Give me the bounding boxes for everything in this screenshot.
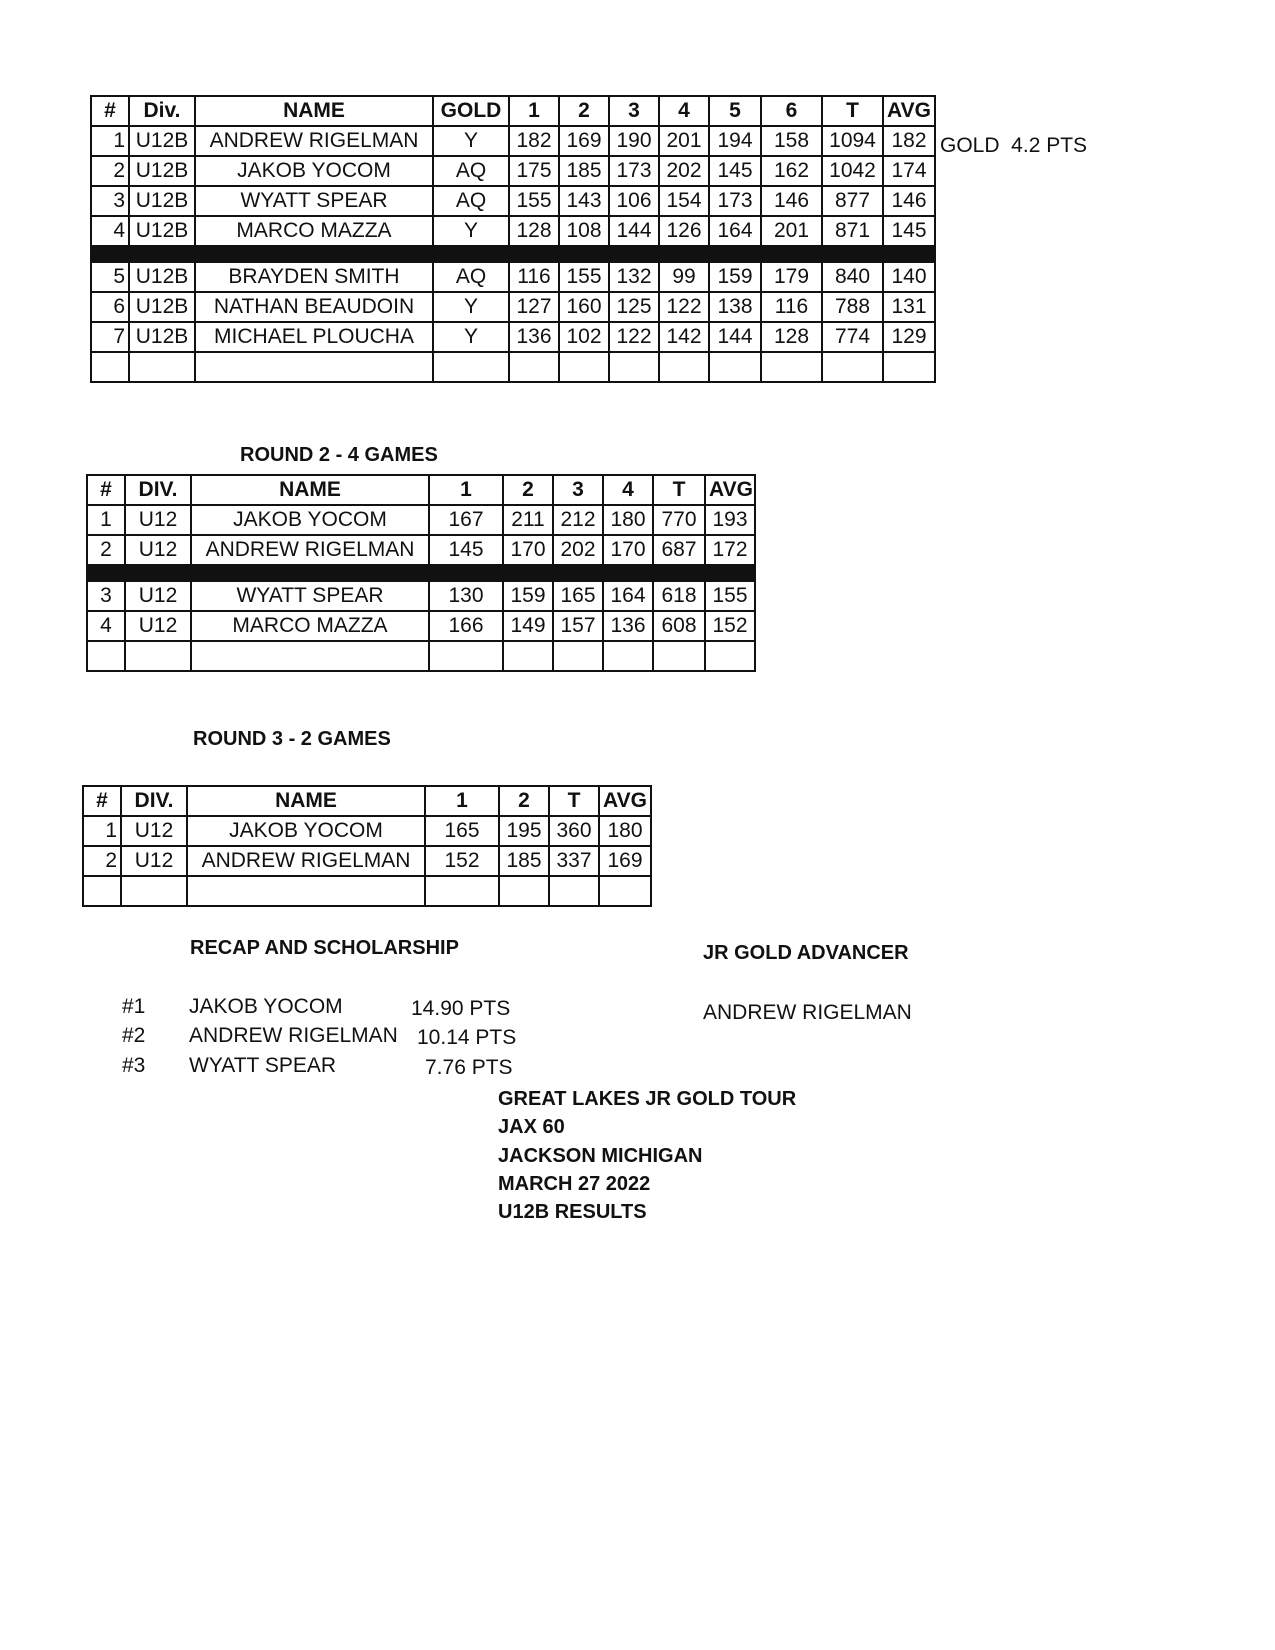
header-game-5: 5 <box>709 96 761 126</box>
avg-cell: 146 <box>883 186 935 216</box>
name-cell: BRAYDEN SMITH <box>195 262 433 292</box>
div-cell: U12B <box>129 126 195 156</box>
gold-cell: Y <box>433 322 509 352</box>
table-row <box>91 262 935 292</box>
name-cell: ANDREW RIGELMAN <box>191 535 429 565</box>
header-game-6: 6 <box>761 96 822 126</box>
header-game-2: 2 <box>499 786 549 816</box>
header-total: T <box>549 786 599 816</box>
score-cell: 173 <box>709 186 761 216</box>
recap-place: #1 <box>122 995 146 1018</box>
cut-line-bar <box>91 246 935 262</box>
score-cell: 157 <box>553 611 603 641</box>
header-avg: AVG <box>883 96 935 126</box>
div-cell: U12B <box>129 262 195 292</box>
table-row <box>83 846 651 876</box>
gold-cell: AQ <box>433 156 509 186</box>
total-cell: 360 <box>549 816 599 846</box>
total-cell: 774 <box>822 322 883 352</box>
score-cell: 179 <box>761 262 822 292</box>
div-cell: U12 <box>125 581 191 611</box>
table-row <box>87 535 755 565</box>
event-center: JAX 60 <box>498 1116 565 1138</box>
score-cell: 166 <box>429 611 503 641</box>
round1-header-row <box>91 96 935 126</box>
rank-cell: 3 <box>87 581 125 611</box>
round3-header-row <box>83 786 651 816</box>
advancer-title: JR GOLD ADVANCER <box>703 942 909 964</box>
name-cell: ANDREW RIGELMAN <box>195 126 433 156</box>
score-cell: 132 <box>609 262 659 292</box>
header-game-1: 1 <box>509 96 559 126</box>
score-cell: 155 <box>509 186 559 216</box>
table-row <box>91 322 935 352</box>
avg-cell: 169 <box>599 846 651 876</box>
score-cell: 167 <box>429 505 503 535</box>
header-total: T <box>822 96 883 126</box>
header-game-4: 4 <box>603 475 653 505</box>
header-gold: GOLD <box>433 96 509 126</box>
table-row <box>91 126 935 156</box>
header-total: T <box>653 475 705 505</box>
name-cell: MICHAEL PLOUCHA <box>195 322 433 352</box>
round3-table <box>82 785 652 907</box>
score-cell: 173 <box>609 156 659 186</box>
div-cell: U12 <box>125 505 191 535</box>
score-cell: 212 <box>553 505 603 535</box>
recap-title: RECAP AND SCHOLARSHIP <box>190 937 459 959</box>
total-cell: 877 <box>822 186 883 216</box>
score-cell: 149 <box>503 611 553 641</box>
recap-points: 10.14 PTS <box>417 1026 517 1049</box>
cut-line-bar <box>87 565 755 581</box>
name-cell: ANDREW RIGELMAN <box>187 846 425 876</box>
score-cell: 145 <box>429 535 503 565</box>
score-cell: 170 <box>503 535 553 565</box>
score-cell: 122 <box>659 292 709 322</box>
score-cell: 201 <box>761 216 822 246</box>
header-game-1: 1 <box>425 786 499 816</box>
total-cell: 840 <box>822 262 883 292</box>
score-cell: 102 <box>559 322 609 352</box>
score-cell: 142 <box>659 322 709 352</box>
score-cell: 159 <box>709 262 761 292</box>
score-cell: 125 <box>609 292 659 322</box>
rank-cell: 1 <box>87 505 125 535</box>
score-cell: 136 <box>603 611 653 641</box>
round2-header-row <box>87 475 755 505</box>
score-cell: 99 <box>659 262 709 292</box>
score-cell: 165 <box>425 816 499 846</box>
div-cell: U12 <box>125 535 191 565</box>
score-cell: 162 <box>761 156 822 186</box>
total-cell: 1094 <box>822 126 883 156</box>
score-cell: 211 <box>503 505 553 535</box>
score-cell: 138 <box>709 292 761 322</box>
gold-cell: Y <box>433 216 509 246</box>
div-cell: U12 <box>121 816 187 846</box>
score-cell: 180 <box>603 505 653 535</box>
header-game-2: 2 <box>503 475 553 505</box>
table-row <box>87 611 755 641</box>
score-cell: 169 <box>559 126 609 156</box>
score-cell: 164 <box>709 216 761 246</box>
score-cell: 195 <box>499 816 549 846</box>
total-cell: 608 <box>653 611 705 641</box>
score-cell: 144 <box>709 322 761 352</box>
div-cell: U12B <box>129 292 195 322</box>
header-div: Div. <box>129 96 195 126</box>
gold-cell: Y <box>433 292 509 322</box>
div-cell: U12 <box>121 846 187 876</box>
score-cell: 116 <box>509 262 559 292</box>
recap-name: JAKOB YOCOM <box>189 995 343 1018</box>
score-cell: 143 <box>559 186 609 216</box>
score-cell: 146 <box>761 186 822 216</box>
rank-cell: 3 <box>91 186 129 216</box>
avg-cell: 152 <box>705 611 755 641</box>
rank-cell: 1 <box>91 126 129 156</box>
score-cell: 128 <box>761 322 822 352</box>
avg-cell: 174 <box>883 156 935 186</box>
header-game-1: 1 <box>429 475 503 505</box>
score-cell: 159 <box>503 581 553 611</box>
avg-cell: 182 <box>883 126 935 156</box>
table-row <box>91 186 935 216</box>
score-cell: 185 <box>499 846 549 876</box>
event-results: U12B RESULTS <box>498 1201 647 1223</box>
recap-name: ANDREW RIGELMAN <box>189 1024 398 1047</box>
header-game-3: 3 <box>553 475 603 505</box>
header-div: DIV. <box>121 786 187 816</box>
avg-cell: 155 <box>705 581 755 611</box>
avg-cell: 129 <box>883 322 935 352</box>
table-row <box>87 505 755 535</box>
total-cell: 687 <box>653 535 705 565</box>
score-cell: 127 <box>509 292 559 322</box>
score-cell: 106 <box>609 186 659 216</box>
score-cell: 136 <box>509 322 559 352</box>
avg-cell: 180 <box>599 816 651 846</box>
gold-cell: AQ <box>433 262 509 292</box>
event-date: MARCH 27 2022 <box>498 1173 651 1195</box>
table-row <box>91 216 935 246</box>
rank-cell: 6 <box>91 292 129 322</box>
round2-title: ROUND 2 - 4 GAMES <box>240 444 438 466</box>
header-rank: # <box>91 96 129 126</box>
round2-table <box>86 474 756 672</box>
header-name: NAME <box>187 786 425 816</box>
empty-row <box>83 876 651 906</box>
event-location: JACKSON MICHIGAN <box>498 1145 703 1167</box>
score-cell: 160 <box>559 292 609 322</box>
score-cell: 108 <box>559 216 609 246</box>
div-cell: U12B <box>129 186 195 216</box>
event-tour: GREAT LAKES JR GOLD TOUR <box>498 1088 797 1110</box>
score-cell: 190 <box>609 126 659 156</box>
avg-cell: 131 <box>883 292 935 322</box>
header-rank: # <box>87 475 125 505</box>
round3-title: ROUND 3 - 2 GAMES <box>193 728 391 750</box>
name-cell: JAKOB YOCOM <box>187 816 425 846</box>
score-cell: 155 <box>559 262 609 292</box>
total-cell: 1042 <box>822 156 883 186</box>
recap-points: 7.76 PTS <box>425 1056 513 1079</box>
cut-line-separator <box>87 565 755 581</box>
header-name: NAME <box>195 96 433 126</box>
score-cell: 126 <box>659 216 709 246</box>
avg-cell: 193 <box>705 505 755 535</box>
div-cell: U12B <box>129 156 195 186</box>
total-cell: 770 <box>653 505 705 535</box>
rank-cell: 4 <box>91 216 129 246</box>
name-cell: JAKOB YOCOM <box>191 505 429 535</box>
score-cell: 158 <box>761 126 822 156</box>
header-game-3: 3 <box>609 96 659 126</box>
total-cell: 871 <box>822 216 883 246</box>
table-row <box>91 292 935 322</box>
table-row <box>87 581 755 611</box>
round1-table <box>90 95 936 383</box>
total-cell: 618 <box>653 581 705 611</box>
rank-cell: 1 <box>83 816 121 846</box>
score-cell: 122 <box>609 322 659 352</box>
recap-name: WYATT SPEAR <box>189 1054 337 1077</box>
rank-cell: 4 <box>87 611 125 641</box>
header-game-2: 2 <box>559 96 609 126</box>
score-cell: 130 <box>429 581 503 611</box>
header-game-4: 4 <box>659 96 709 126</box>
rank-cell: 2 <box>91 156 129 186</box>
table-row <box>83 816 651 846</box>
name-cell: MARCO MAZZA <box>191 611 429 641</box>
avg-cell: 172 <box>705 535 755 565</box>
recap-place: #3 <box>122 1054 146 1077</box>
score-cell: 154 <box>659 186 709 216</box>
gold-cell: Y <box>433 126 509 156</box>
name-cell: MARCO MAZZA <box>195 216 433 246</box>
gold-points-note: GOLD 4.2 PTS <box>940 134 1088 157</box>
name-cell: WYATT SPEAR <box>191 581 429 611</box>
recap-place: #2 <box>122 1024 146 1047</box>
cut-line-separator <box>91 246 935 262</box>
total-cell: 337 <box>549 846 599 876</box>
empty-row <box>87 641 755 671</box>
score-cell: 175 <box>509 156 559 186</box>
header-div: DIV. <box>125 475 191 505</box>
score-cell: 164 <box>603 581 653 611</box>
recap-points: 14.90 PTS <box>411 997 511 1020</box>
score-cell: 145 <box>709 156 761 186</box>
score-cell: 202 <box>659 156 709 186</box>
rank-cell: 5 <box>91 262 129 292</box>
div-cell: U12 <box>125 611 191 641</box>
name-cell: JAKOB YOCOM <box>195 156 433 186</box>
gold-cell: AQ <box>433 186 509 216</box>
score-cell: 152 <box>425 846 499 876</box>
score-cell: 116 <box>761 292 822 322</box>
div-cell: U12B <box>129 322 195 352</box>
name-cell: NATHAN BEAUDOIN <box>195 292 433 322</box>
score-cell: 194 <box>709 126 761 156</box>
empty-row <box>91 352 935 382</box>
header-avg: AVG <box>599 786 651 816</box>
score-cell: 182 <box>509 126 559 156</box>
score-cell: 170 <box>603 535 653 565</box>
rank-cell: 7 <box>91 322 129 352</box>
score-cell: 202 <box>553 535 603 565</box>
score-cell: 144 <box>609 216 659 246</box>
total-cell: 788 <box>822 292 883 322</box>
advancer-name: ANDREW RIGELMAN <box>703 1001 912 1024</box>
header-rank: # <box>83 786 121 816</box>
header-name: NAME <box>191 475 429 505</box>
div-cell: U12B <box>129 216 195 246</box>
name-cell: WYATT SPEAR <box>195 186 433 216</box>
table-row <box>91 156 935 186</box>
avg-cell: 140 <box>883 262 935 292</box>
score-cell: 185 <box>559 156 609 186</box>
avg-cell: 145 <box>883 216 935 246</box>
rank-cell: 2 <box>83 846 121 876</box>
score-cell: 201 <box>659 126 709 156</box>
header-avg: AVG <box>705 475 755 505</box>
score-cell: 128 <box>509 216 559 246</box>
rank-cell: 2 <box>87 535 125 565</box>
score-cell: 165 <box>553 581 603 611</box>
